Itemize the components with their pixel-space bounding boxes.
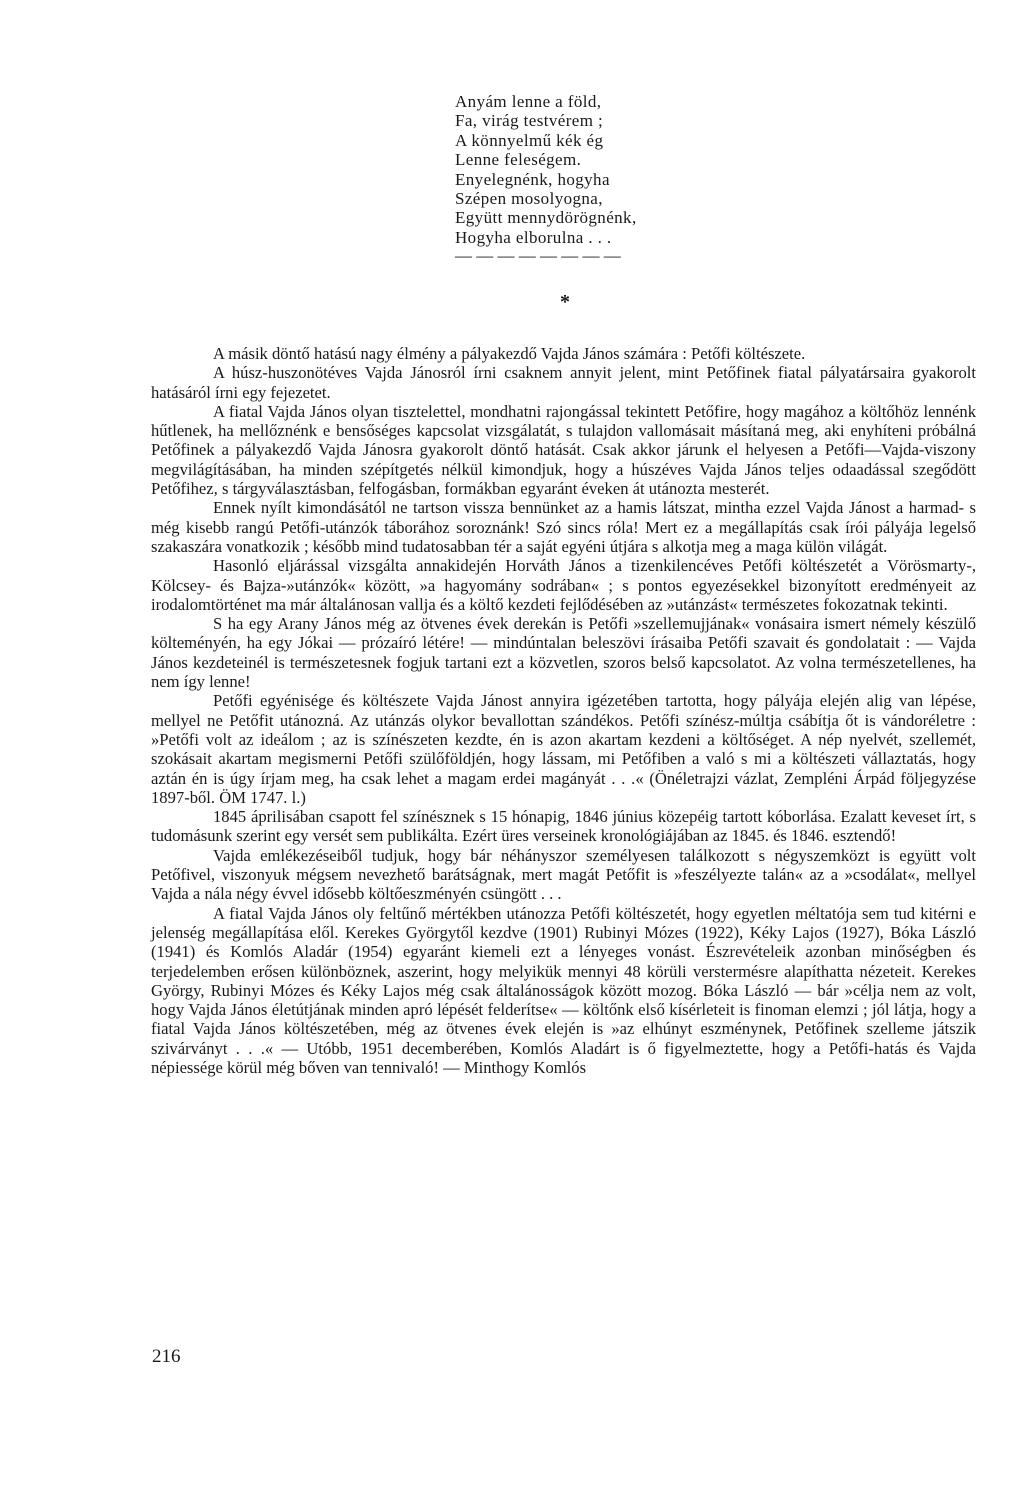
poem-excerpt <box>455 92 637 247</box>
poem-line: Anyám lenne a föld, <box>455 92 602 111</box>
poem-line: A könnyelmű kék ég <box>455 130 604 150</box>
paragraph: A húsz-huszonötéves Vajda Jánosról írni csaknem annyit jelent, mint Petőfinek fiatal pályatársaira gyakorolt hatásáról írni egy fejezetet. <box>151 363 976 402</box>
section-break-asterisk: * <box>560 291 570 313</box>
poem-omission-dashes: — — — — — — — — <box>455 246 621 265</box>
page-number: 216 <box>152 1346 181 1367</box>
poem-line: Együtt mennydörögnénk, <box>455 208 637 228</box>
poem-line: Hogyha elborulna . . . <box>455 227 612 247</box>
poem-line: Fa, virág testvérem ; <box>455 111 604 131</box>
paragraph: Ennek nyílt kimondásától ne tartson vissza bennünket az a hamis látszat, mintha ezzel Vajda Jánost a harmad- s még kisebb rangú Petőfi-utánzók táborához soroznánk! Szó sincs róla! Mert ez a megállapítás csak írói pályája legelső szakaszára vonatkozik ; később mind tudatosabban tér a saját egyéni útjára s alkotja meg a maga külön világát. <box>151 498 976 556</box>
paragraph: Hasonló eljárással vizsgálta annakidején Horváth János a tizenkilencéves Petőfi költészetét a Vörösmarty-, Kölcsey- és Bajza-»utánzók« között, »a hagyomány sodrában« ; s pontos egyezésekkel bizonyított eredményeit az irodalomtörténet ma már általánosan vallja és a költő kezdeti fejlődésében az »utánzást« természetes fokozatnak tekinti. <box>151 556 976 614</box>
poem-line: Enyelegnénk, hogyha <box>455 169 610 189</box>
paragraph: A fiatal Vajda János olyan tisztelettel, mondhatni rajongással tekintett Petőfire, hogy magához a költőhöz lennénk hűtlenek, ha mellőznénk e bensőséges kapcsolat vizsgálatát, s tulajdon vallomásait másítaná meg, aki enyhíteni próbálná Petőfinek a pályakezdő Vajda Jánosra gyakorolt döntő hatását. Csak akkor járunk el helyesen a Petőfi—Vajda-viszony megvilágításában, ha minden szépítgetés nélkül kimondjuk, hogy a húszéves Vajda János teljes odaadással szegődött Petőfihez, s tárgyválasztásban, felfogásban, formákban egyaránt éveken át utánozta mesterét. <box>151 401 976 499</box>
paragraph: S ha egy Arany János még az ötvenes évek derekán is Petőfi »szellemujjának« vonásaira ismert némely készülő költeményén, ha egy Jókai — prózaíró létére! — mindúntalan beleszövi írásaiba Petőfi szavait és gondolatait : — Vajda János kezdeteinél is természetesnek fogjuk tartani ezt a közvetlen, szoros belső kapcsolatot. Az volna természetellenes, ha nem így lenne! <box>151 614 976 692</box>
paragraph: Petőfi egyénisége és költészete Vajda Jánost annyira igézetében tartotta, hogy pályája elején alig van lépése, mellyel ne Petőfit utánozná. Az utánzás olykor bevallottan szándékos. Petőfi színész-múltja csábítja őt is vándoréletre : »Petőfi volt az ideálom ; az is színészeten kezdte, én is azon akartam kezdeni a költőséget. A nép nyelvét, szellemét, szokásait akartam megismerni Petőfi szülőföldjén, hogy lássam, mi Petőfiben a való s mi a költészeti vállaztatás, hogy aztán én is úgy írjam meg, ha csak lehet a magam erdei magányát . . .« (Önéletrajzi vázlat, Zempléni Árpád följegyzése 1897-ből. ÖM 1747. l.) <box>151 691 976 807</box>
paragraph: 1845 áprilisában csapott fel színésznek s 15 hónapig, 1846 június közepéig tartott kóborlása. Ezalatt keveset írt, s tudomásunk szerint egy versét sem publikálta. Ezért üres verseinek kronológiájában az 1845. és 1846. esztendő! <box>151 807 976 846</box>
paragraph: A fiatal Vajda János oly feltűnő mértékben utánozza Petőfi költészetét, hogy egyetlen méltatója sem tud kitérni e jelenség megállapítása elől. Kerekes Györgytől kezdve (1901) Rubinyi Mózes (1922), Kéky Lajos (1927), Bóka László (1941) és Komlós Aladár (1954) egyaránt kiemeli ezt a lényeges vonást. Észrevételeik azonban minőségben és terjedelemben erősen különböznek, aszerint, hogy melyikük mennyi 48 körüli verstermésre alapíthatta nézeteit. Kerekes György, Rubinyi Mózes és Kéky Lajos még csak általánosságok között mozog. Bóka László — bár »célja nem az volt, hogy Vajda János életútjának minden apró lépését felderítse« — költőnk első kísérleteit is finoman elemzi ; jól látja, hogy a fiatal Vajda János költészetében, még az ötvenes évek elején is »az elhúnyt eszménynek, Petőfinek szelleme játszik szivárványt . . .« — Utóbb, 1951 decemberében, Komlós Aladárt is ő figyelmeztette, hogy a Petőfi-hatás és Vajda népiessége körül még bőven van tennivaló! — Minthogy Komlós <box>151 903 976 1077</box>
paragraph: Vajda emlékezéseiből tudjuk, hogy bár néhányszor személyesen találkozott s négyszemközt is együtt volt Petőfivel, viszonyuk mégsem nevezhető barátságnak, mert magát Petőfit is »feszélyezte talán« az a »csodálat«, mellyel Vajda a nála négy évvel idősebb költőeszményén csüngött . . . <box>151 845 976 904</box>
body-text <box>151 344 976 1077</box>
poem-line: Szépen mosolyogna, <box>455 189 603 209</box>
poem-line: Lenne feleségem. <box>455 150 582 170</box>
paragraph: A másik döntő hatású nagy élmény a pályakezdő Vajda János számára : Petőfi költészete. <box>213 344 806 363</box>
